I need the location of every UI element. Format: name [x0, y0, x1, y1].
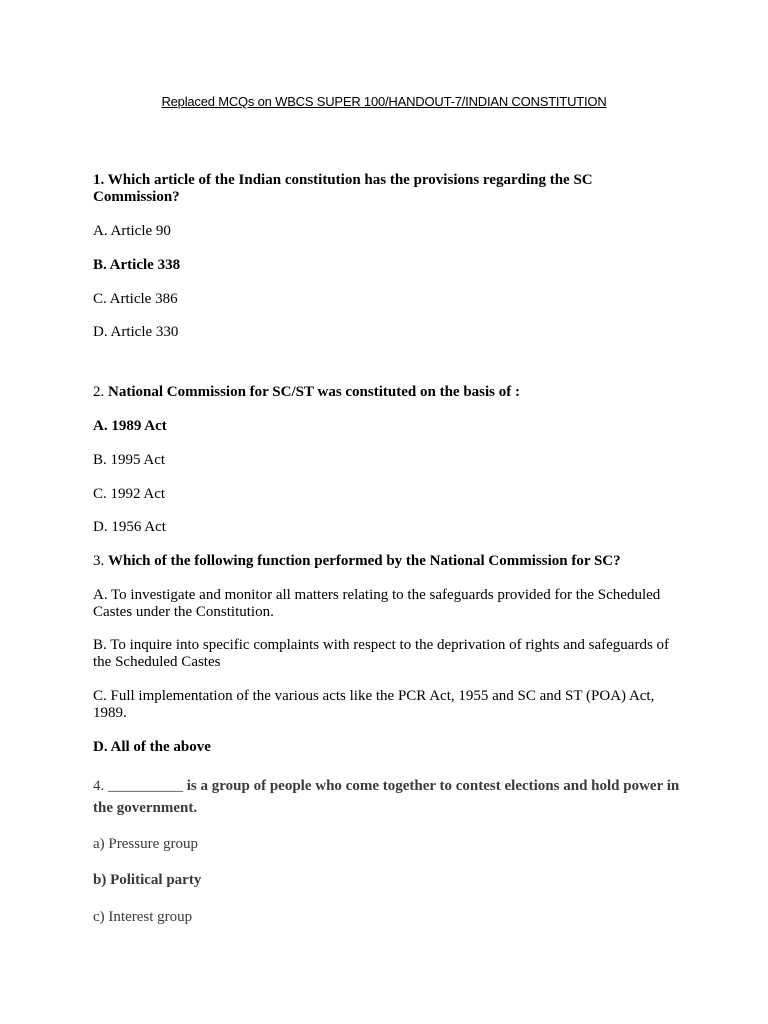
q4-option-c: c) Interest group [93, 909, 193, 925]
question-2 [93, 384, 683, 401]
q2-option-a: A. 1989 Act [93, 418, 167, 434]
q1-option-d: D. Article 330 [93, 324, 179, 340]
q1-option-b: B. Article 338 [93, 257, 181, 273]
q4-option-a: a) Pressure group [93, 836, 198, 852]
question-3-text: Which of the following function performed by the National Commission for SC? [108, 553, 621, 569]
question-2-number: 2. [93, 384, 105, 400]
question-1: 1. Which article of the Indian constitution has the provisions regarding the SC Commission? [93, 172, 593, 205]
q1-option-c: C. Article 386 [93, 291, 178, 307]
question-3-number: 3. [93, 553, 105, 569]
question-3 [93, 553, 683, 570]
q3-option-a: A. To investigate and monitor all matters relating to the safeguards provided for the Scheduled Castes under the Constitution. [93, 587, 661, 620]
q1-option-a: A. Article 90 [93, 223, 171, 239]
question-4-text: is a group of people who come together to contest elections and hold power in the government. [93, 778, 680, 816]
page-title: Replaced MCQs on WBCS SUPER 100/HANDOUT-7/INDIAN CONSTITUTION [161, 94, 607, 109]
q2-option-b: B. 1995 Act [93, 452, 166, 468]
question-4 [93, 775, 683, 819]
q3-option-b: B. To inquire into specific complaints with respect to the deprivation of rights and safeguards of the Scheduled Castes [93, 637, 670, 670]
q3-option-c: C. Full implementation of the various acts like the PCR Act, 1955 and SC and ST (POA) Act, 1989. [93, 688, 655, 721]
q3-option-d: D. All of the above [93, 739, 211, 755]
question-2-text: National Commission for SC/ST was constituted on the basis of : [108, 384, 520, 400]
q2-option-c: C. 1992 Act [93, 486, 166, 502]
q4-option-b: b) Political party [93, 872, 202, 888]
question-4-number: 4. __________ [93, 778, 183, 794]
q2-option-d: D. 1956 Act [93, 519, 166, 535]
